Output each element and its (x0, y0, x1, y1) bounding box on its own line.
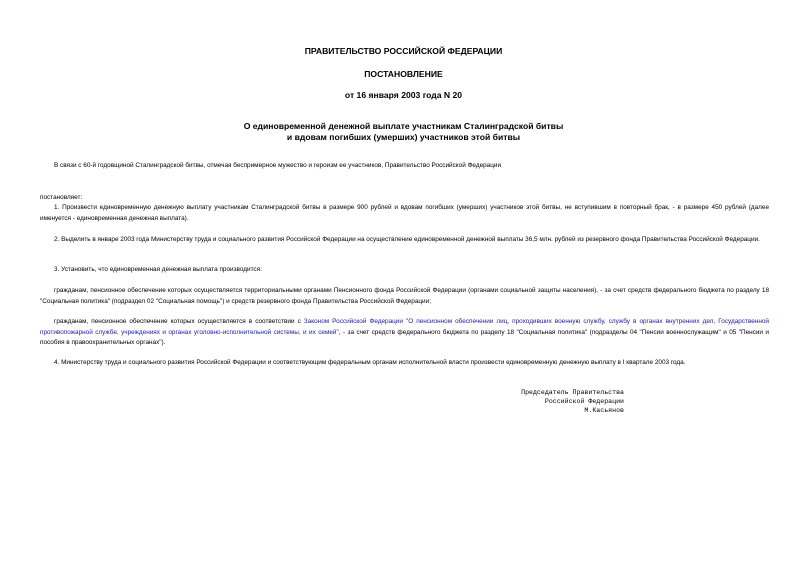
item-4-paragraph: 4. Министерству труда и социального развития Российской Федерации и соответствующим федеральным органам исполнительной власти произвести единовременную денежную выплату в I квартале 2003 года. (54, 359, 686, 366)
item-1-paragraph: 1. Произвести единовременную денежную выплату участникам Сталинградской битвы в размере 900 рублей и вдовам погибших (умерших) участников этой битвы, не вступившим в повторный брак, - в размере 450 рублей (далее именуется - единовременная денежная выплата). (40, 204, 769, 222)
resolves-label: постановляет: (40, 194, 83, 201)
item-3b-paragraph (40, 317, 769, 349)
document-title-line2: и вдовам погибших (умерших) участников этой битвы (286, 132, 521, 142)
government-heading: ПРАВИТЕЛЬСТВО РОССИЙСКОЙ ФЕДЕРАЦИИ (304, 46, 503, 56)
item-3a-paragraph: гражданам, пенсионное обеспечение которых осуществляется территориальными органами Пенсионного фонда Российской Федерации (органами социальной защиты населения), - за счет средств федерального бюджета по разделу 18 "Социальная политика" (подраздел 02 "Социальная помощь") и средств резервного фонда Правительства Российской Федерации; (40, 287, 769, 305)
document-type: ПОСТАНОВЛЕНИЕ (364, 69, 443, 79)
item-3b-prefix: гражданам, пенсионное обеспечение которых осуществляется в соответствии с (54, 318, 304, 325)
item-3b-suffix: , - за счет средств федерального бюджета по разделу 18 "Социальная политика" (подразделы 04 "Пенсии военнослужащим" и 05 "Пенсии и пособия в правоохранительных органах"). (40, 328, 769, 346)
document-date-number: от 16 января 2003 года N 20 (344, 90, 463, 100)
item-3-paragraph: 3. Установить, что единовременная денежная выплата производится: (54, 266, 262, 273)
signature-organization: Российской Федерации (544, 398, 624, 405)
law-link[interactable]: Законом Российской Федерации "О пенсионном обеспечении лиц, проходивших военную службу, службу в органах внутренних дел, Государственной противопожарной службе, учреждениях и органах уголовно-исполнительной системы, и их семей" (40, 318, 770, 336)
signature-title: Председатель Правительства (521, 389, 624, 396)
preamble-paragraph: В связи с 60-й годовщиной Сталинградской битвы, отмечая беспримерное мужество и героизм ее участников, Правительство Российской Федерации (54, 162, 502, 169)
item-2-paragraph: 2. Выделить в январе 2003 года Министерству труда и социального развития Российской Федерации на осуществление единовременной денежной выплаты 36,5 млн. рублей из резервного фонда Правительства Российской Федерации. (54, 236, 760, 243)
signature-name: М.Касьянов (584, 407, 624, 414)
document-title-line1: О единовременной денежной выплате участникам Сталинградской битвы (243, 121, 564, 131)
signature-block (521, 388, 624, 415)
